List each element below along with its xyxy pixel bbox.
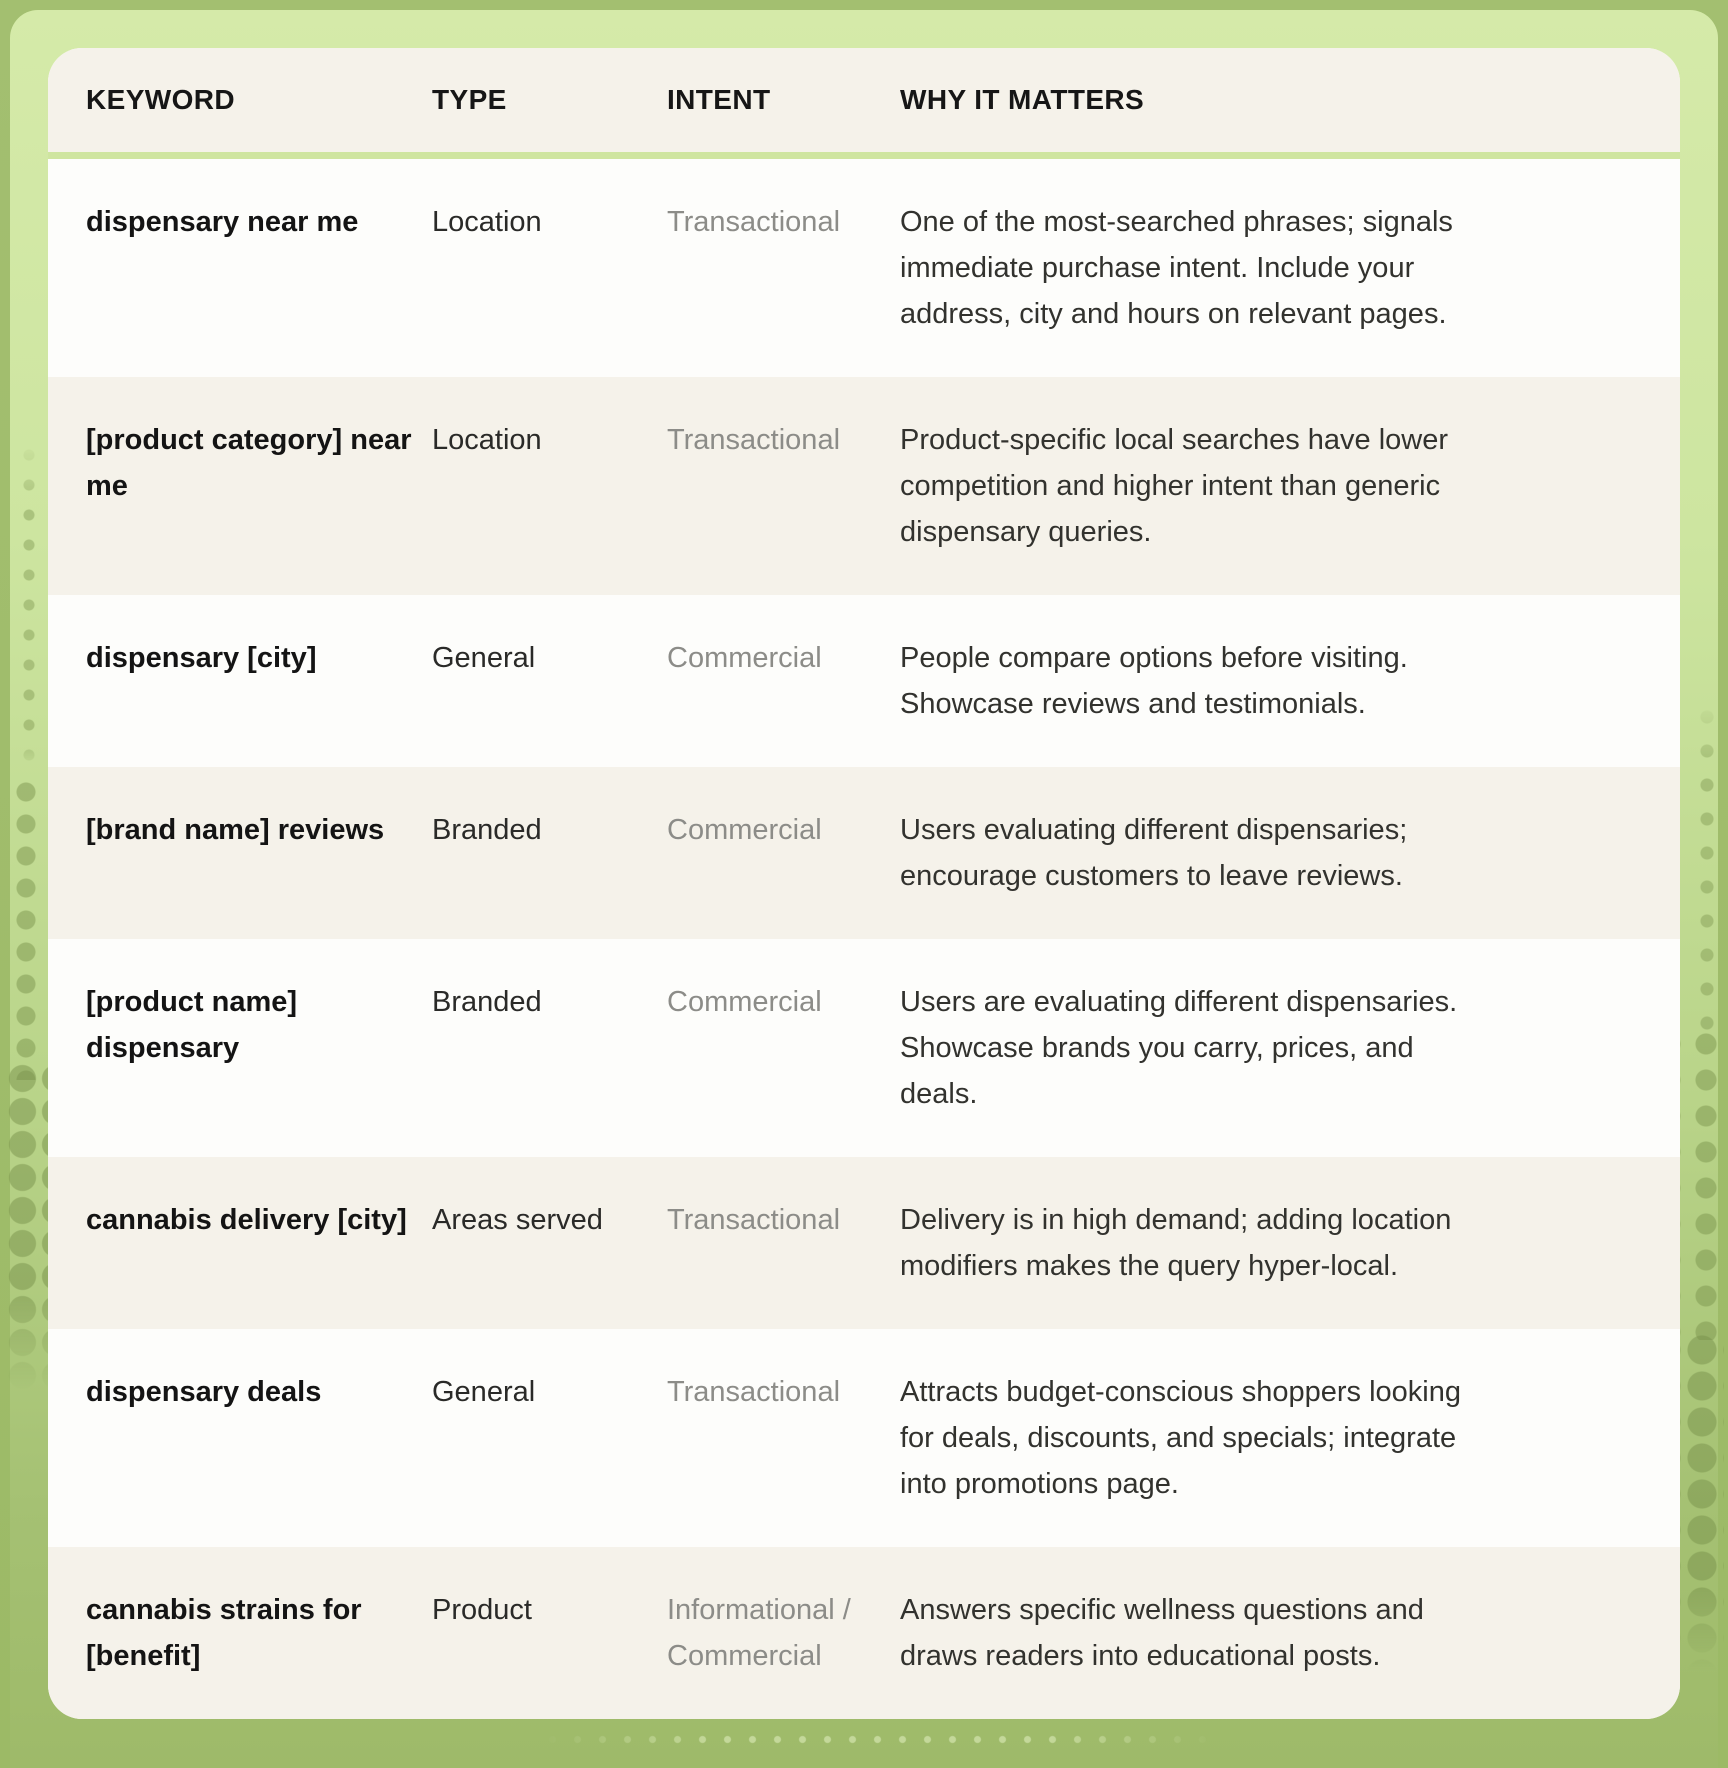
keyword-cell: [86, 417, 432, 555]
keyword-text: [product name] dispensary: [86, 986, 298, 1064]
intent-cell: [667, 417, 900, 555]
table-row: [48, 377, 1680, 595]
why-text: Answers specific wellness questions and draws readers into educational posts.: [900, 1594, 1424, 1672]
type-text: Branded: [432, 986, 542, 1018]
column-header-intent: INTENT: [667, 84, 771, 115]
table-row: [48, 1157, 1680, 1329]
table-row: [48, 767, 1680, 939]
type-text: Location: [432, 206, 542, 238]
intent-text: Transactional: [667, 1204, 841, 1236]
type-text: General: [432, 642, 536, 674]
why-text: People compare options before visiting. Showcase reviews and testimonials.: [900, 642, 1408, 720]
keyword-text: cannabis strains for [benefit]: [86, 1594, 362, 1672]
keyword-text: [brand name] reviews: [86, 814, 385, 846]
intent-cell: [667, 807, 900, 899]
table-row: [48, 595, 1680, 767]
why-text: Users evaluating different dispensaries; encourage customers to leave reviews.: [900, 814, 1408, 892]
intent-cell: [667, 1197, 900, 1289]
why-cell: [900, 417, 1640, 555]
why-text: Delivery is in high demand; adding location modifiers makes the query hyper-local.: [900, 1204, 1452, 1282]
intent-text: Commercial: [667, 814, 822, 846]
keyword-cell: [86, 1587, 432, 1679]
why-cell: [900, 807, 1640, 899]
type-cell: [432, 1587, 667, 1679]
type-text: Areas served: [432, 1204, 603, 1236]
why-text: Users are evaluating different dispensaries. Showcase brands you carry, prices, and deals.: [900, 986, 1458, 1110]
table-header-row: [48, 48, 1680, 159]
keyword-text: dispensary deals: [86, 1376, 322, 1408]
why-cell: [900, 635, 1640, 727]
keyword-cell: [86, 1369, 432, 1507]
intent-cell: [667, 635, 900, 727]
type-text: Location: [432, 424, 542, 456]
keyword-text: dispensary [city]: [86, 642, 317, 674]
why-cell: [900, 1369, 1640, 1507]
table-row: [48, 159, 1680, 377]
type-cell: [432, 1197, 667, 1289]
keyword-cell: [86, 979, 432, 1117]
keyword-text: [product category] near me: [86, 424, 412, 502]
table-body: [48, 159, 1680, 1719]
why-cell: [900, 1197, 1640, 1289]
type-text: Product: [432, 1594, 532, 1626]
table-row: [48, 1547, 1680, 1719]
why-text: Product-specific local searches have lower competition and higher intent than generic dispensary queries.: [900, 424, 1449, 548]
intent-cell: [667, 1587, 900, 1679]
intent-text: Transactional: [667, 1376, 841, 1408]
keyword-cell: [86, 807, 432, 899]
type-cell: [432, 417, 667, 555]
column-header-keyword: KEYWORD: [86, 84, 236, 115]
intent-text: Transactional: [667, 206, 841, 238]
table-row: [48, 1329, 1680, 1547]
intent-text: Transactional: [667, 424, 841, 456]
keyword-table-card: [48, 48, 1680, 1719]
why-text: Attracts budget-conscious shoppers looking for deals, discounts, and specials; integrate into promotions page.: [900, 1376, 1461, 1500]
type-cell: [432, 979, 667, 1117]
why-cell: [900, 199, 1640, 337]
keyword-text: dispensary near me: [86, 206, 359, 238]
keyword-text: cannabis delivery [city]: [86, 1204, 407, 1236]
type-cell: [432, 635, 667, 727]
intent-cell: [667, 199, 900, 337]
column-header-type: TYPE: [432, 84, 507, 115]
why-text: One of the most-searched phrases; signals immediate purchase intent. Include your address, city and hours on relevant pages.: [900, 206, 1453, 330]
why-cell: [900, 979, 1640, 1117]
type-cell: [432, 199, 667, 337]
intent-text: Commercial: [667, 642, 822, 674]
type-text: Branded: [432, 814, 542, 846]
keyword-cell: [86, 1197, 432, 1289]
intent-text: Commercial: [667, 986, 822, 1018]
table-row: [48, 939, 1680, 1157]
keyword-cell: [86, 199, 432, 337]
keyword-cell: [86, 635, 432, 727]
type-text: General: [432, 1376, 536, 1408]
intent-cell: [667, 979, 900, 1117]
type-cell: [432, 807, 667, 899]
why-cell: [900, 1587, 1640, 1679]
column-header-why-it-matters: WHY IT MATTERS: [900, 84, 1145, 115]
type-cell: [432, 1369, 667, 1507]
intent-text: Informational / Commercial: [667, 1594, 851, 1672]
intent-cell: [667, 1369, 900, 1507]
